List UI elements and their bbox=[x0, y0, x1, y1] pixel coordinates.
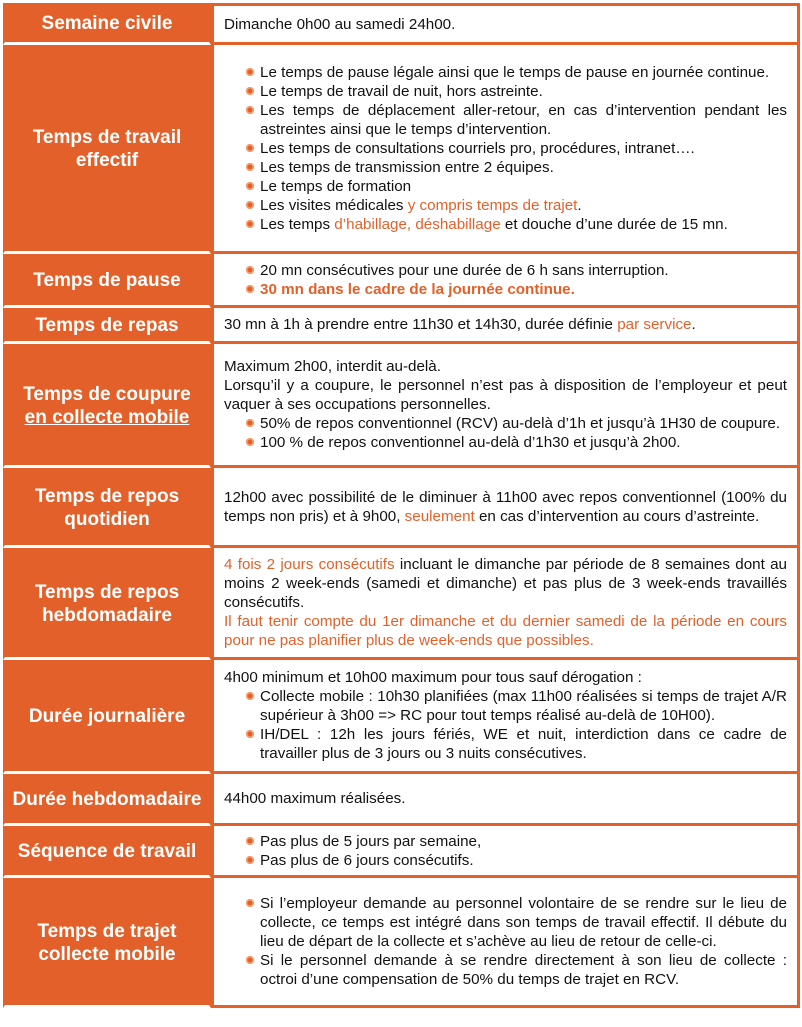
row-label: Temps de pause bbox=[3, 254, 211, 308]
list-item: Les temps d’habillage, déshabillage et douche d’une durée de 15 mn. bbox=[246, 215, 787, 234]
row-duree-journaliere bbox=[3, 660, 800, 774]
row-content bbox=[211, 660, 800, 774]
list-item: Si l’employeur demande au personnel volontaire de se rendre sur le lieu de collecte, ce temps est intégré dans son temps de travail effectif. Il débute du lieu de départ de la collecte et s’achève au lieu de retour de celle-ci. bbox=[246, 894, 787, 951]
row-label: Temps de repos quotidien bbox=[3, 468, 211, 548]
content-text: 30 mn à 1h à prendre entre 11h30 et 14h30, durée définie par service. bbox=[224, 316, 696, 333]
list-item: Les temps de déplacement aller-retour, en cas d’intervention pendant les astreintes ainsi que le temps d’intervention. bbox=[246, 101, 787, 139]
row-semaine-civile bbox=[3, 3, 800, 45]
row-content bbox=[211, 45, 800, 254]
row-label: Temps de repas bbox=[3, 308, 211, 344]
row-content bbox=[211, 774, 800, 826]
bullet-dot-icon bbox=[246, 285, 254, 293]
bullet-dot-icon bbox=[246, 837, 254, 845]
list-item: Pas plus de 6 jours consécutifs. bbox=[246, 851, 787, 870]
bullet-dot-icon bbox=[246, 87, 254, 95]
row-repos-quotidien bbox=[3, 468, 800, 548]
list-item: IH/DEL : 12h les jours fériés, WE et nuit, interdiction dans ce cadre de travailler plus de 3 jours ou 3 nuits consécutives. bbox=[246, 725, 787, 763]
bullet-list bbox=[224, 832, 787, 870]
row-repos-hebdo bbox=[3, 548, 800, 660]
list-item: Les temps de transmission entre 2 équipes. bbox=[246, 158, 787, 177]
bullet-dot-icon bbox=[246, 163, 254, 171]
bullet-dot-icon bbox=[246, 144, 254, 152]
bullet-dot-icon bbox=[246, 68, 254, 76]
row-label: Séquence de travail bbox=[3, 826, 211, 878]
bullet-dot-icon bbox=[246, 692, 254, 700]
rules-table bbox=[3, 3, 800, 1008]
bullet-dot-icon bbox=[246, 899, 254, 907]
row-label: Temps de repos hebdomadaire bbox=[3, 548, 211, 660]
row-label: Semaine civile bbox=[3, 3, 211, 45]
bullet-list bbox=[224, 414, 787, 452]
bullet-list bbox=[224, 261, 787, 299]
list-item: Si le personnel demande à se rendre directement à son lieu de collecte : octroi d’une compensation de 50% du temps de trajet en RCV. bbox=[246, 951, 787, 989]
list-item bbox=[246, 280, 787, 299]
list-item: Collecte mobile : 10h30 planifiées (max 11h00 réalisées si temps de trajet A/R supérieur à 3h00 => RC pour tout temps réalisé au-delà de 10H00). bbox=[246, 687, 787, 725]
bullet-list bbox=[224, 63, 787, 234]
bullet-dot-icon bbox=[246, 956, 254, 964]
list-item: Le temps de formation bbox=[246, 177, 787, 196]
bullet-dot-icon bbox=[246, 438, 254, 446]
list-item: Pas plus de 5 jours par semaine, bbox=[246, 832, 787, 851]
highlight-text: 4 fois 2 jours consécutifs bbox=[224, 556, 395, 573]
bullet-dot-icon bbox=[246, 182, 254, 190]
list-item: Les visites médicales y compris temps de trajet. bbox=[246, 196, 787, 215]
row-temps-pause bbox=[3, 254, 800, 308]
content-text: 44h00 maximum réalisées. bbox=[224, 790, 406, 807]
row-content bbox=[211, 878, 800, 1008]
list-item: 20 mn consécutives pour une durée de 6 h sans interruption. bbox=[246, 261, 787, 280]
underlined-label: en collecte mobile bbox=[24, 406, 190, 428]
row-content bbox=[211, 308, 800, 344]
row-temps-coupure bbox=[3, 344, 800, 468]
row-temps-travail bbox=[3, 45, 800, 254]
bullet-dot-icon bbox=[246, 220, 254, 228]
row-content bbox=[211, 3, 800, 45]
row-label: Durée hebdomadaire bbox=[3, 774, 211, 826]
row-label: Durée journalière bbox=[3, 660, 211, 774]
list-item: Le temps de pause légale ainsi que le temps de pause en journée continue. bbox=[246, 63, 787, 82]
highlight-text: 30 mn dans le cadre de la journée continue. bbox=[260, 280, 575, 298]
row-label: Temps de trajet collecte mobile bbox=[3, 878, 211, 1008]
highlight-text: seulement bbox=[404, 507, 475, 525]
list-item: Le temps de travail de nuit, hors astreinte. bbox=[246, 82, 787, 101]
content-text: 4 fois 2 jours consécutifs incluant le dimanche par période de 8 semaines dont au moins 2 week-ends (samedi et dimanche) et pas plus de 3 week-ends travaillés consécutifs. bbox=[224, 556, 787, 611]
bullet-dot-icon bbox=[246, 856, 254, 864]
content-text: Dimanche 0h00 au samedi 24h00. bbox=[224, 15, 456, 33]
bullet-dot-icon bbox=[246, 266, 254, 274]
highlight-text: y compris temps de trajet bbox=[407, 196, 578, 214]
content-text: Maximum 2h00, interdit au-delà. bbox=[224, 358, 441, 375]
content-text: 12h00 avec possibilité de le diminuer à 11h00 avec repos conventionnel (100% du temps non pris) et à 9h00, seulement en cas d’intervention au cours d’astreinte. bbox=[224, 488, 787, 525]
list-item: Les temps de consultations courriels pro, procédures, intranet…. bbox=[246, 139, 787, 158]
row-label: Temps de travail effectif bbox=[3, 45, 211, 254]
row-label: Temps de coupure en collecte mobile bbox=[3, 344, 211, 468]
content-text: Lorsqu’il y a coupure, le personnel n’est pas à disposition de l’employeur et peut vaquer à ses occupations personnelles. bbox=[224, 377, 787, 413]
bullet-list bbox=[224, 894, 787, 989]
content-text: 4h00 minimum et 10h00 maximum pour tous sauf dérogation : bbox=[224, 669, 642, 686]
bullet-dot-icon bbox=[246, 419, 254, 427]
row-duree-hebdo bbox=[3, 774, 800, 826]
row-content bbox=[211, 468, 800, 548]
row-temps-trajet bbox=[3, 878, 800, 1008]
bullet-dot-icon bbox=[246, 106, 254, 114]
row-temps-repas bbox=[3, 308, 800, 344]
highlight-text: par service bbox=[617, 316, 692, 333]
row-content bbox=[211, 344, 800, 468]
bullet-list bbox=[224, 687, 787, 763]
bullet-dot-icon bbox=[246, 201, 254, 209]
bullet-dot-icon bbox=[246, 730, 254, 738]
row-content bbox=[211, 826, 800, 878]
highlight-text: d’habillage, déshabillage bbox=[334, 215, 501, 233]
list-item: 100 % de repos conventionnel au-delà d’1h30 et jusqu’à 2h00. bbox=[246, 433, 787, 452]
note-text: Il faut tenir compte du 1er dimanche et du dernier samedi de la période en cours pour ne pas planifier plus de week-ends que possibles. bbox=[224, 613, 787, 649]
row-content bbox=[211, 254, 800, 308]
row-sequence-travail bbox=[3, 826, 800, 878]
list-item: 50% de repos conventionnel (RCV) au-delà d’1h et jusqu’à 1H30 de coupure. bbox=[246, 414, 787, 433]
row-content bbox=[211, 548, 800, 660]
